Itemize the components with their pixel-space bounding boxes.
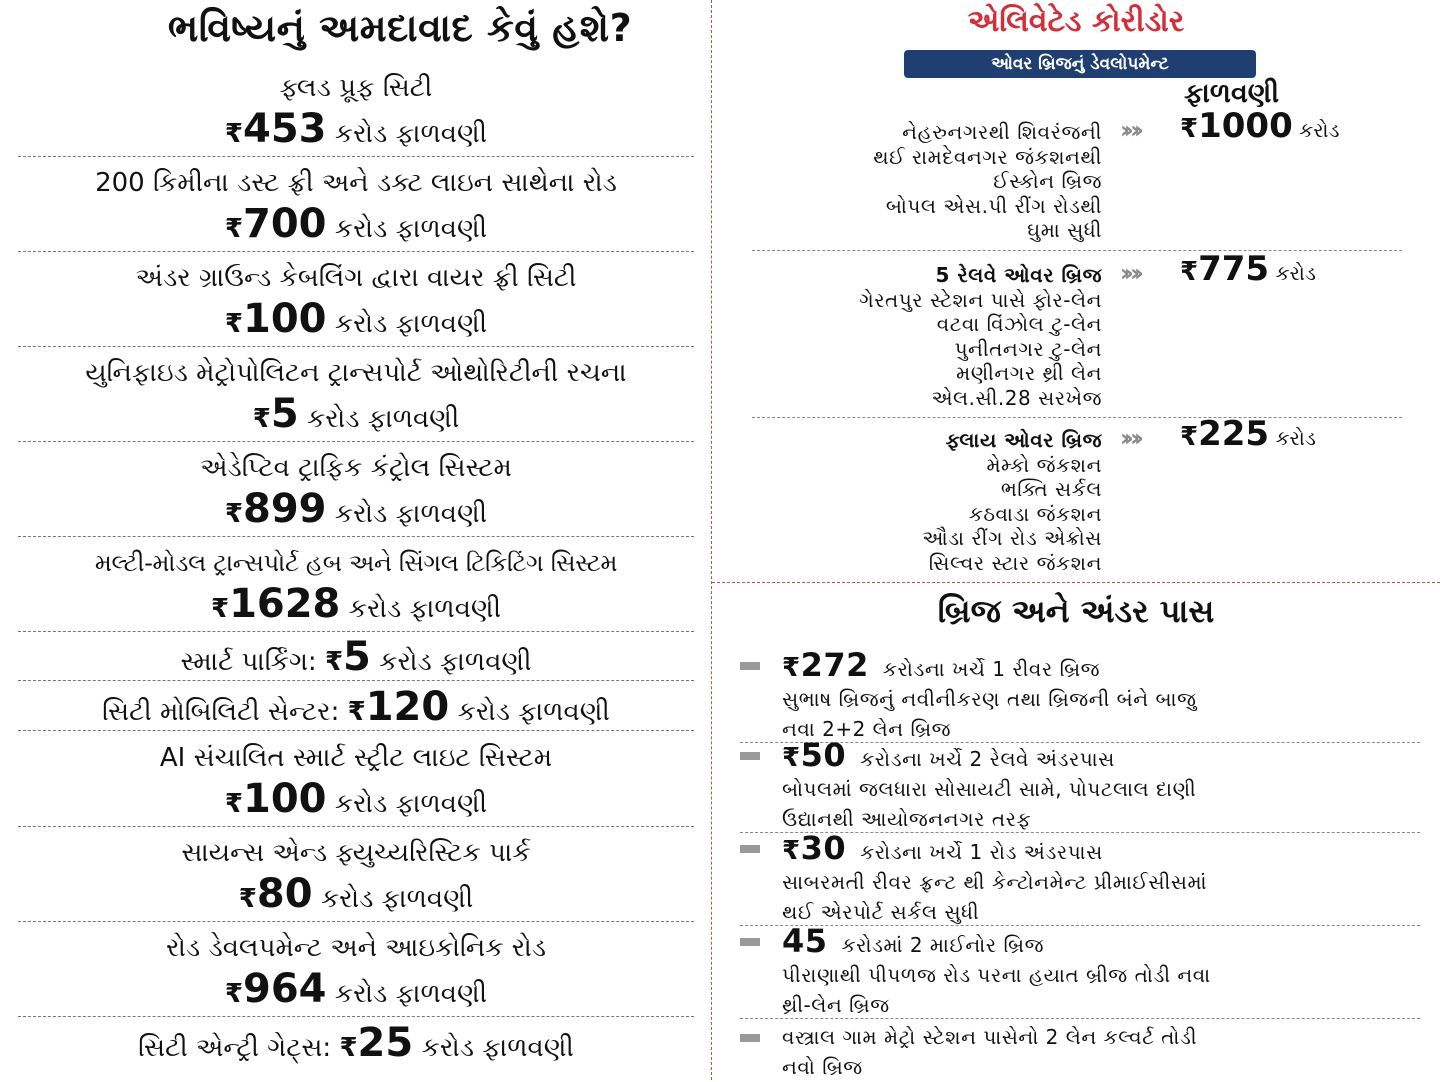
corridor-row: 5 રેલવે ઓવર બ્રિજ ગેરતપુર સ્ટેશન પાસે ફોર-લેન વટવા વિંઝોલ ટુ-લેન પુનીતનગર ટુ-લેન મણીનગર થ્રી લેન એલ.સી.28 સરખેજ ›› ›› ₹775 કરોડ [752, 263, 1402, 418]
list-item: સ્માર્ટ પાર્કિંગ: ₹5 કરોડ ફાળવણી [18, 632, 694, 681]
list-item: સાયન્સ એન્ડ ફ્યુચ્યરિસ્ટિક પાર્ક ₹80 કરોડ ફાળવણી [18, 835, 694, 922]
list-item: મલ્ટી-મોડલ ટ્રાન્સપોર્ટ હબ અને સિંગલ ટિકિટિંગ સિસ્ટમ ₹1628 કરોડ ફાળવણી [18, 545, 694, 632]
list-item: યુનિફાઇડ મેટ્રોપોલિટન ટ્રાન્સપોર્ટ ઓથોરિટીની રચના ₹5 કરોડ ફાળવણી [18, 355, 694, 442]
list-item: AI સંચાલિત સ્માર્ટ સ્ટ્રીટ લાઇટ સિસ્ટમ ₹100 કરોડ ફાળવણી [18, 740, 694, 827]
corridor-row: ફ્લાય ઓવર બ્રિજ મેમ્કો જંકશન ભક્તિ સર્કલ કઠવાડા જંકશન ઔડા રીંગ રોડ એક્રોસ સિલ્વર સ્ટાર જંકશન ›› ›› ₹225 કરોડ [922, 414, 1316, 575]
bridges-title: બ્રિજ અને અંડર પાસ [937, 592, 1215, 630]
corridor-title: એલિવેટેડ કોરીડોર [967, 4, 1185, 39]
list-item: રોડ ડેવલપમેન્ટ અને આઇકોનિક રોડ ₹964 કરોડ ફાળવણી [18, 930, 694, 1017]
bullet-icon [740, 938, 760, 946]
list-item: સિટી એન્ટ્રી ગેટ્સ: ₹25 કરોડ ફાળવણી [138, 1020, 574, 1066]
corridor-subtitle-badge: ઓવર બ્રિજનું ડેવલોપમેન્ટ [904, 50, 1256, 78]
right-panel [712, 0, 1440, 1080]
list-item: 45 કરોડમાં 2 માઈનોર બ્રિજ પીરાણાથી પીપળજ રોડ પરના હયાત બ્રીજ તોડી નવા થ્રી-લેન બ્રિજ [740, 926, 1420, 1019]
list-item: 200 કિમીના ડસ્ટ ફ્રી અને ડક્ટ લાઇન સાથેના રોડ ₹700 કરોડ ફાળવણી [18, 165, 694, 252]
list-item: સિટી મોબિલિટી સેન્ટર: ₹120 કરોડ ફાળવણી [18, 682, 694, 731]
list-item: ₹272 કરોડના ખર્ચે 1 રીવર બ્રિજ સુભાષ બ્રિજનું નવીનીકરણ તથા બ્રિજની બંને બાજુ નવા 2+2 લેન બ્રિજ [740, 650, 1420, 743]
allocation-column-heading: ફાળવણી [1184, 78, 1280, 109]
list-item: એડેપ્ટિવ ટ્રાફિક કંટ્રોલ સિસ્ટમ ₹899 કરોડ ફાળવણી [18, 450, 694, 537]
list-item: અંડર ગ્રાઉન્ડ કેબલિંગ દ્વારા વાયર ફ્રી સિટી ₹100 કરોડ ફાળવણી [18, 260, 694, 347]
list-item: ₹50 કરોડના ખર્ચે 2 રેલવે અંડરપાસ બોપલમાં જલધારા સોસાયટી સામે, પોપટલાલ દાણી ઉદ્યાનથી આયોજનનગર તરફ [740, 740, 1420, 833]
bullet-icon [740, 752, 760, 760]
list-item: વસ્ત્રાલ ગામ મેટ્રો સ્ટેશન પાસેનો 2 લેન કલ્વર્ટ તોડી નવો બ્રિજ [740, 1022, 1420, 1080]
list-item: ફ્લડ પ્રૂફ સિટી ₹453 કરોડ ફાળવણી [18, 70, 694, 157]
double-chevron-icon: ›› ›› [1120, 259, 1138, 287]
page-title: ભવિષ્યનું અમદાવાદ કેવું હશે? [167, 6, 633, 50]
list-item: ₹30 કરોડના ખર્ચે 1 રોડ અંડરપાસ સાબરમતી રીવર ફ્રન્ટ થી કેન્ટોનમેન્ટ પ્રીમાઈસીસમાં થઈ એરપોર્ટ સર્કલ સુધી [740, 833, 1420, 926]
double-chevron-icon: ›› ›› [1120, 116, 1138, 144]
bullet-icon [740, 1034, 760, 1042]
bullet-icon [740, 662, 760, 670]
double-chevron-icon: ›› ›› [1120, 424, 1138, 452]
bullet-icon [740, 845, 760, 853]
left-panel [0, 0, 712, 1080]
corridor-row: નેહરુનગરથી શિવરંજની થઈ રામદેવનગર જંકશનથી ઈસ્કોન બ્રિજ બોપલ એસ.પી રીંગ રોડથી ઘુમા સુધી ›› ›› ₹1000 કરોડ [752, 120, 1402, 251]
